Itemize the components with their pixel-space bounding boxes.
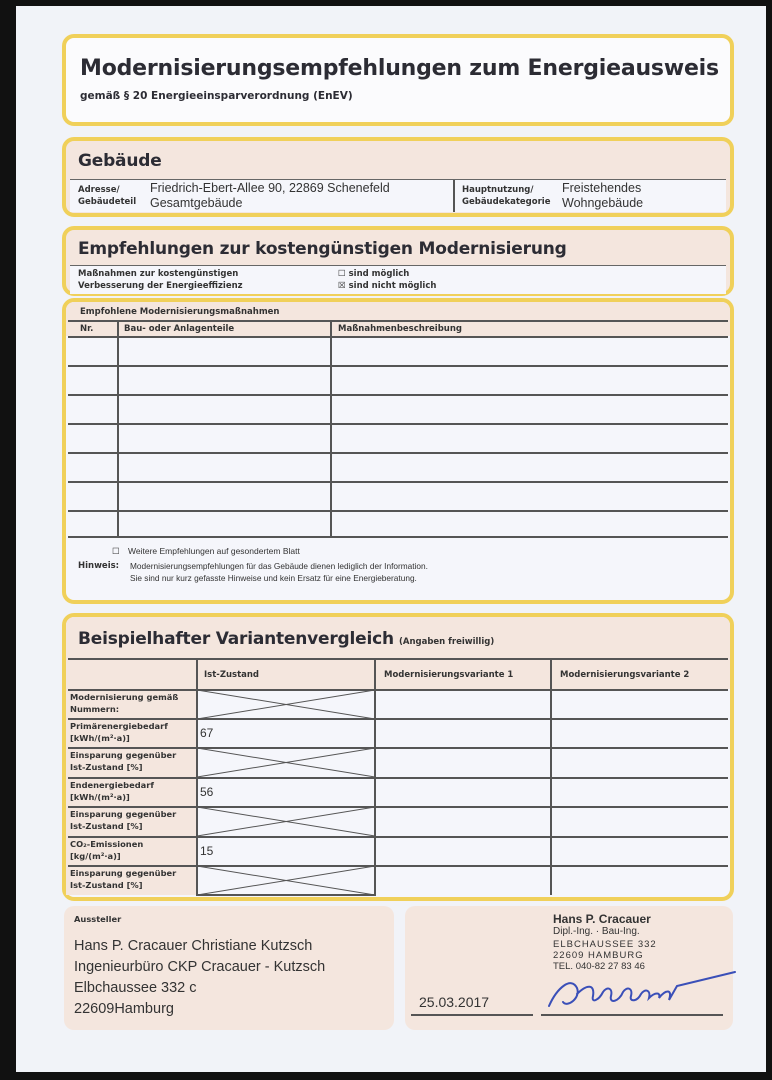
table-row (68, 510, 728, 512)
title-box (62, 34, 734, 126)
issue-date: 25.03.2017 (419, 994, 490, 1010)
variants-section (62, 613, 734, 901)
table-row (68, 365, 728, 367)
table-row (68, 423, 728, 425)
usage-label: Hauptnutzung/ Gebäudekategorie (462, 185, 551, 207)
column-header-variant-1: Modernisierungsvariante 1 (384, 670, 514, 680)
energy-certificate-page (16, 6, 766, 1072)
issuer-block (64, 906, 394, 1030)
signature-block (405, 906, 733, 1030)
note-text: Modernisierungsempfehlungen für das Gebäude dienen lediglich der Information. Sie sind nur kurz gefasste Hinweise und kein Ersatz für eine Energieberatung. (130, 561, 428, 583)
address-value: Friedrich-Ebert-Allee 90, 22869 Schenefeld Gesamtgebäude (150, 181, 390, 210)
column-header-variant-2: Modernisierungsvariante 2 (560, 670, 690, 680)
current-primary-energy: 67 (200, 726, 214, 740)
row-label-co2: CO₂-Emissionen [kg/(m²·a)] (70, 839, 144, 861)
table-row (68, 394, 728, 396)
current-final-energy: 56 (200, 785, 214, 799)
document-subtitle: gemäß § 20 Energieeinsparverordnung (EnEV) (80, 90, 353, 102)
table-row (68, 536, 728, 538)
row-label-savings-final: Einsparung gegenüber Ist-Zustand [%] (70, 809, 177, 831)
signature-scribble-icon (537, 958, 737, 1018)
building-divider (453, 180, 455, 212)
row-label-modernization-numbers: Modernisierung gemäß Nummern: (70, 692, 179, 714)
building-section-title: Gebäude (78, 151, 162, 171)
checkbox-checked-icon[interactable]: ☒ (338, 281, 346, 291)
crossed-cell-icon (197, 866, 375, 895)
company-stamp: Hans P. Cracauer Dipl.-Ing. · Bau-Ing. ELBCHAUSSEE 332 22609 HAMBURG TEL. 040-82 27 83 46 (553, 912, 657, 972)
building-table (70, 179, 726, 212)
further-recommendations-checkbox[interactable]: ☐ Weitere Empfehlungen auf gesondertem Blatt (112, 546, 300, 556)
current-co2: 15 (200, 844, 214, 858)
issuer-label: Aussteller (74, 914, 122, 924)
row-label-primary-energy: Primärenergiebedarf [kWh/(m²·a)] (70, 721, 168, 743)
option-not-possible[interactable]: ☒ sind nicht möglich (338, 281, 437, 291)
date-line (411, 1014, 533, 1016)
table-row (68, 481, 728, 483)
table-row (68, 336, 728, 338)
column-header-description: Maßnahmenbeschreibung (338, 324, 462, 334)
measures-table-section (62, 298, 734, 604)
note-label: Hinweis: (78, 561, 120, 571)
measures-row (70, 265, 726, 294)
row-label-final-energy: Endenergiebedarf [kWh/(m²·a)] (70, 780, 154, 802)
row-label-savings-primary: Einsparung gegenüber Ist-Zustand [%] (70, 750, 177, 772)
measures-table-title: Empfohlene Modernisierungsmaßnahmen (80, 307, 280, 317)
building-section (62, 137, 734, 217)
checkbox-unchecked-icon[interactable]: ☐ (112, 546, 120, 556)
issuer-address: Hans P. Cracauer Christiane Kutzsch Ingenieurbüro CKP Cracauer - Kutzsch Elbchaussee 332 c 22609Hamburg (74, 938, 326, 1017)
crossed-cell-icon (197, 748, 375, 777)
checkbox-unchecked-icon[interactable]: ☐ (338, 269, 346, 279)
option-possible[interactable]: ☐ sind möglich (338, 269, 410, 279)
row-label-savings-co2: Einsparung gegenüber Ist-Zustand [%] (70, 868, 177, 890)
document-title: Modernisierungsempfehlungen zum Energieausweis (80, 56, 719, 81)
address-label: Adresse/ Gebäudeteil (78, 185, 137, 207)
column-header-current: Ist-Zustand (204, 670, 260, 680)
usage-value: Freistehendes Wohngebäude (562, 181, 644, 210)
measures-label: Maßnahmen zur kostengünstigen Verbesserung der Energieeffizienz (78, 269, 243, 291)
column-header-nr: Nr. (80, 324, 94, 334)
recommendations-section (62, 226, 734, 296)
crossed-cell-icon (197, 807, 375, 836)
variants-section-title: Beispielhafter Variantenvergleich (Angaben freiwillig) (78, 629, 495, 649)
recommendations-section-title: Empfehlungen zur kostengünstigen Modernisierung (78, 239, 567, 259)
table-row (68, 452, 728, 454)
column-header-component: Bau- oder Anlagenteile (124, 324, 235, 334)
crossed-cell-icon (197, 690, 375, 719)
